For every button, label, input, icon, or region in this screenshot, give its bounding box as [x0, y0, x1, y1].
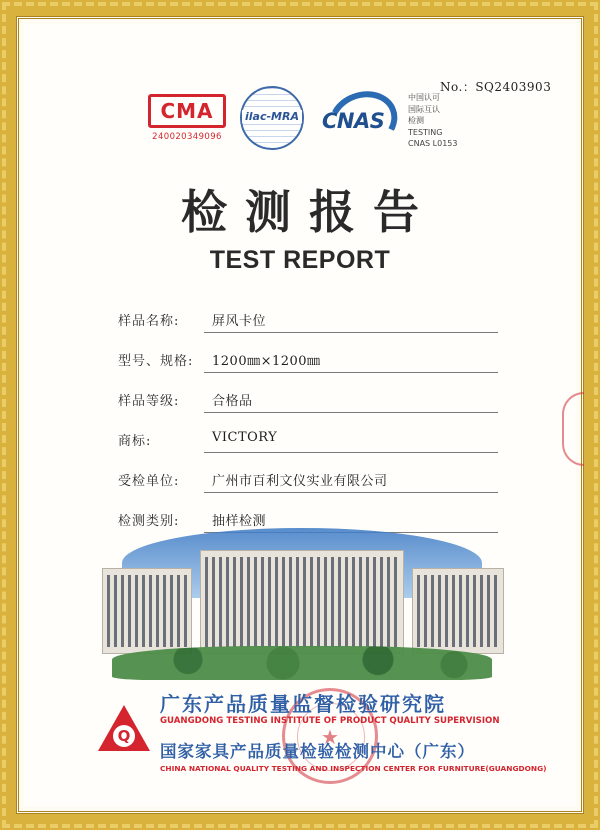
field-underline: [204, 372, 498, 373]
building-main-block: [200, 550, 404, 654]
field-underline: [204, 332, 498, 333]
star-icon: ★: [321, 725, 339, 749]
cnas-info-line: TESTING: [408, 127, 443, 137]
center-name-english: CHINA NATIONAL QUALITY TESTING AND INSPECTION CENTER FOR FURNITURE(GUANGDONG): [160, 764, 547, 773]
title-chinese: 检测报告: [181, 185, 437, 239]
cma-number: 240020349096: [152, 132, 222, 142]
cma-mark: CMA: [148, 94, 226, 128]
institute-name-chinese: 广东产品质量监督检验研究院: [160, 692, 446, 716]
field-value: 1200㎜×1200㎜: [212, 354, 321, 369]
title-english: TEST REPORT: [209, 246, 391, 274]
field-value: 广州市百利文仪实业有限公司: [212, 474, 388, 489]
field-label: 商标:: [118, 434, 152, 449]
field-row-grade: [0, 390, 600, 430]
field-label: 检测类别:: [118, 514, 180, 529]
cnas-mark: CNAS: [322, 109, 385, 133]
field-row-inspected-unit: [0, 470, 600, 510]
q-icon: Q: [113, 725, 135, 747]
ilac-mra-logo: [240, 86, 304, 150]
field-label: 样品等级:: [118, 394, 180, 409]
report-number: No.：SQ2403903: [440, 80, 552, 94]
building-left-wing: [102, 568, 192, 654]
cnas-info-line: 中国认可: [408, 93, 440, 102]
field-value: VICTORY: [212, 430, 278, 445]
field-value: 合格品: [212, 394, 253, 409]
field-row-model-spec: [0, 350, 600, 390]
cma-logo: [148, 94, 226, 142]
cnas-info: [408, 92, 457, 150]
field-underline: [204, 492, 498, 493]
building-right-wing: [412, 568, 504, 654]
cnas-logo: [322, 92, 402, 150]
field-row-trademark: [0, 430, 600, 470]
field-label: 型号、规格:: [118, 354, 194, 369]
trees-foreground: [112, 646, 492, 680]
edge-seal: [562, 392, 584, 466]
cnas-info-line: 国际互认: [408, 104, 440, 114]
ilac-mark: ilac-MRA: [242, 110, 302, 123]
institute-building-image: [92, 528, 512, 678]
field-underline: [204, 452, 498, 453]
center-name-chinese: 国家家具产品质量检验检测中心（广东）: [160, 742, 475, 761]
field-value: 屏风卡位: [212, 314, 267, 329]
institute-name-english: GUANGDONG TESTING INSTITUTE OF PRODUCT QUALITY SUPERVISION: [160, 716, 500, 726]
field-label: 受检单位:: [118, 474, 180, 489]
field-underline: [204, 412, 498, 413]
field-row-sample-name: [0, 310, 600, 350]
cnas-info-line: 检测: [408, 116, 424, 125]
cnas-info-line: CNAS L0153: [408, 139, 458, 148]
field-value: 抽样检测: [212, 514, 267, 529]
field-label: 样品名称:: [118, 314, 180, 329]
institute-q-logo: [98, 705, 150, 753]
